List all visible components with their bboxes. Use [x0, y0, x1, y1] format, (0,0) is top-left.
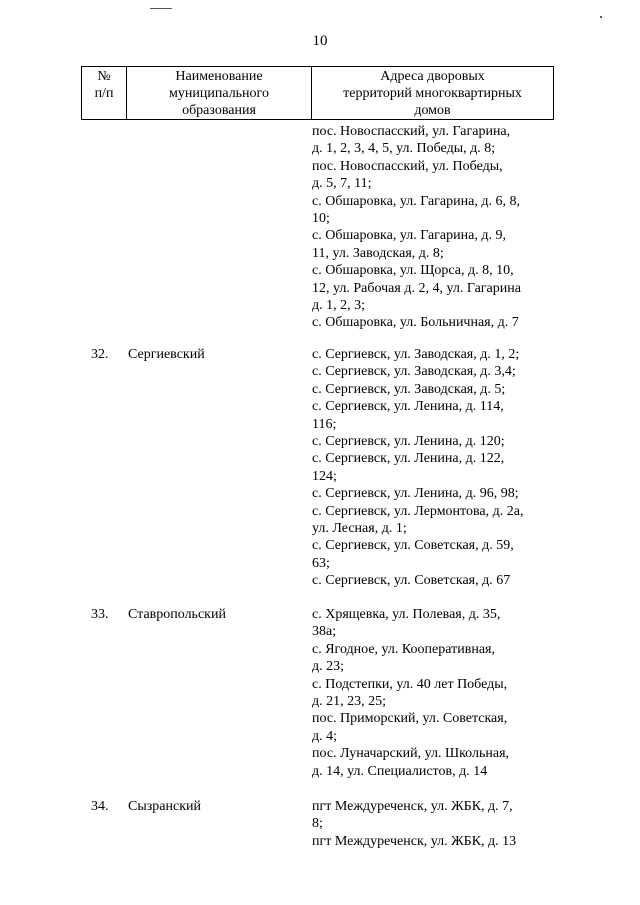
address-list	[312, 346, 562, 590]
address-line: д. 14, ул. Специалистов, д. 14	[312, 763, 488, 779]
header-address-column: Адреса дворовых территорий многоквартирных домов	[312, 67, 554, 120]
address-line: пос. Луначарский, ул. Школьная,	[312, 746, 510, 762]
address-line: с. Сергиевск, ул. Лермонтова, д. 2а,	[312, 503, 524, 519]
address-line: 38а;	[312, 624, 337, 640]
address-line: с. Сергиевск, ул. Ленина, д. 96, 98;	[312, 486, 519, 502]
address-line: пос. Приморский, ул. Советская,	[312, 711, 508, 727]
address-line: с. Сергиевск, ул. Заводская, д. 3,4;	[312, 364, 516, 380]
address-line: пгт Междуреченск, ул. ЖБК, д. 13	[312, 833, 517, 849]
address-line: с. Сергиевск, ул. Ленина, д. 120;	[312, 434, 505, 450]
address-line: с. Обшаровка, ул. Гагарина, д. 9,	[312, 228, 506, 244]
address-line: д. 5, 7, 11;	[312, 176, 372, 192]
header-number-column: № п/п	[82, 67, 127, 120]
address-line: д. 21, 23, 25;	[312, 694, 387, 710]
address-line: 116;	[312, 416, 337, 432]
row-number: 34.	[91, 799, 109, 814]
address-line: 10;	[312, 211, 330, 227]
address-line: с. Обшаровка, ул. Гагарина, д. 6, 8,	[312, 193, 520, 209]
address-line: с. Сергиевск, ул. Советская, д. 67	[312, 573, 511, 589]
address-line: пгт Междуреченск, ул. ЖБК, д. 7,	[312, 799, 513, 814]
row-number: 33.	[91, 607, 109, 622]
row-number: 32.	[91, 347, 109, 362]
address-line: пос. Новоспасский, ул. Гагарина,	[312, 124, 511, 139]
address-line: с. Подстепки, ул. 40 лет Победы,	[312, 676, 508, 692]
address-line: ул. Лесная, д. 1;	[312, 521, 407, 537]
municipality-name: Сергиевский	[128, 347, 205, 362]
table-header	[81, 66, 554, 120]
address-line: д. 23;	[312, 659, 345, 675]
continuation-address-list	[312, 123, 562, 332]
address-line: д. 1, 2, 3, 4, 5, ул. Победы, д. 8;	[312, 141, 496, 157]
address-line: с. Сергиевск, ул. Ленина, д. 122,	[312, 451, 505, 467]
address-line: д. 4;	[312, 728, 338, 744]
header-name-column: Наименование муниципального образования	[127, 67, 312, 120]
address-line: 63;	[312, 555, 330, 571]
address-line: с. Сергиевск, ул. Заводская, д. 5;	[312, 381, 506, 397]
municipality-name: Сызранский	[128, 799, 201, 814]
address-line: с. Сергиевск, ул. Ленина, д. 114,	[312, 399, 504, 415]
address-line: с. Сергиевск, ул. Советская, д. 59,	[312, 538, 514, 554]
address-line: пос. Новоспасский, ул. Победы,	[312, 158, 503, 174]
address-line: д. 1, 2, 3;	[312, 298, 366, 314]
address-line: с. Хрящевка, ул. Полевая, д. 35,	[312, 607, 501, 622]
address-line: с. Ягодное, ул. Кооперативная,	[312, 641, 495, 657]
page-number: 10	[312, 33, 328, 49]
address-line: 8;	[312, 816, 323, 832]
address-line: 11, ул. Заводская, д. 8;	[312, 245, 444, 261]
municipality-name: Ставропольский	[128, 607, 226, 622]
address-line: 124;	[312, 468, 337, 484]
address-list	[312, 798, 562, 850]
scan-mark	[150, 8, 172, 9]
address-line: с. Обшаровка, ул. Больничная, д. 7	[312, 315, 519, 331]
address-line: с. Сергиевск, ул. Заводская, д. 1, 2;	[312, 347, 520, 362]
address-line: с. Обшаровка, ул. Щорса, д. 8, 10,	[312, 263, 514, 279]
address-list	[312, 606, 562, 780]
scan-mark	[600, 16, 602, 18]
address-line: 12, ул. Рабочая д. 2, 4, ул. Гагарина	[312, 280, 521, 296]
